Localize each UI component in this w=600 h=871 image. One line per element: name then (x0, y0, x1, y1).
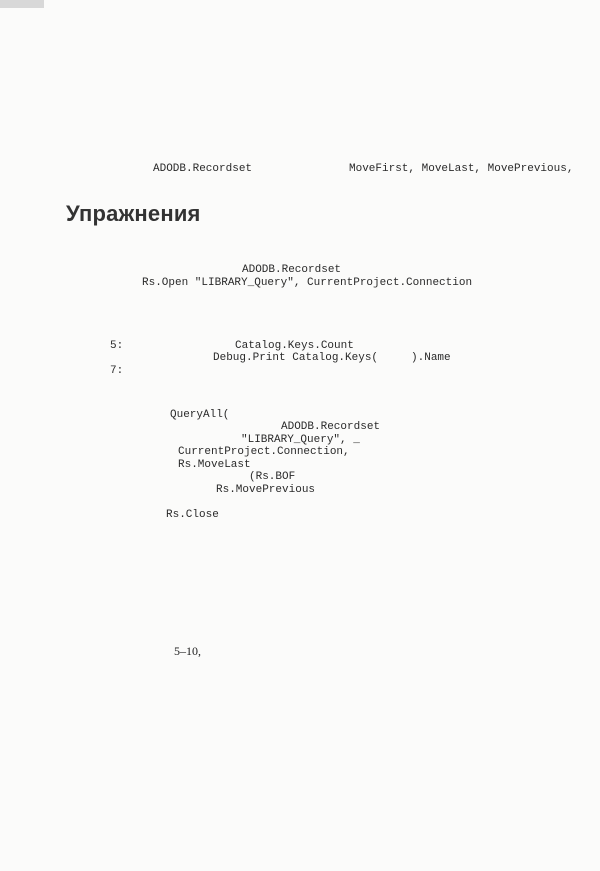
catalog-keys-count: Catalog.Keys.Count (235, 340, 354, 352)
debug-print-line: Debug.Print Catalog.Keys( ).Name (213, 352, 451, 364)
code-line: ADODB.Recordset (281, 421, 381, 433)
line-number-7: 7: (110, 365, 124, 377)
code-line: CurrentProject.Connection, (178, 446, 350, 458)
code-line: Rs.Close (166, 509, 219, 521)
code-line: Rs.MoveLast (178, 459, 251, 471)
page-corner-mark (0, 0, 44, 8)
exercise1-recordset: ADODB.Recordset (242, 264, 342, 276)
code-line: (Rs.BOF (249, 471, 296, 483)
exercise1-open-line: Rs.Open "LIBRARY_Query", CurrentProject.Connection (142, 277, 473, 289)
code-line: Rs.MovePrevious (216, 484, 316, 496)
code-line: QueryAll( (170, 409, 230, 421)
recordset-text: ADODB.Recordset (153, 163, 253, 175)
line-number-5: 5: (110, 340, 124, 352)
methods-text: MoveFirst, MoveLast, MovePrevious, (349, 163, 574, 175)
code-line: "LIBRARY_Query", _ (241, 434, 360, 446)
footer-reference: 5–10, (174, 644, 201, 658)
section-heading: Упражнения (66, 201, 201, 226)
